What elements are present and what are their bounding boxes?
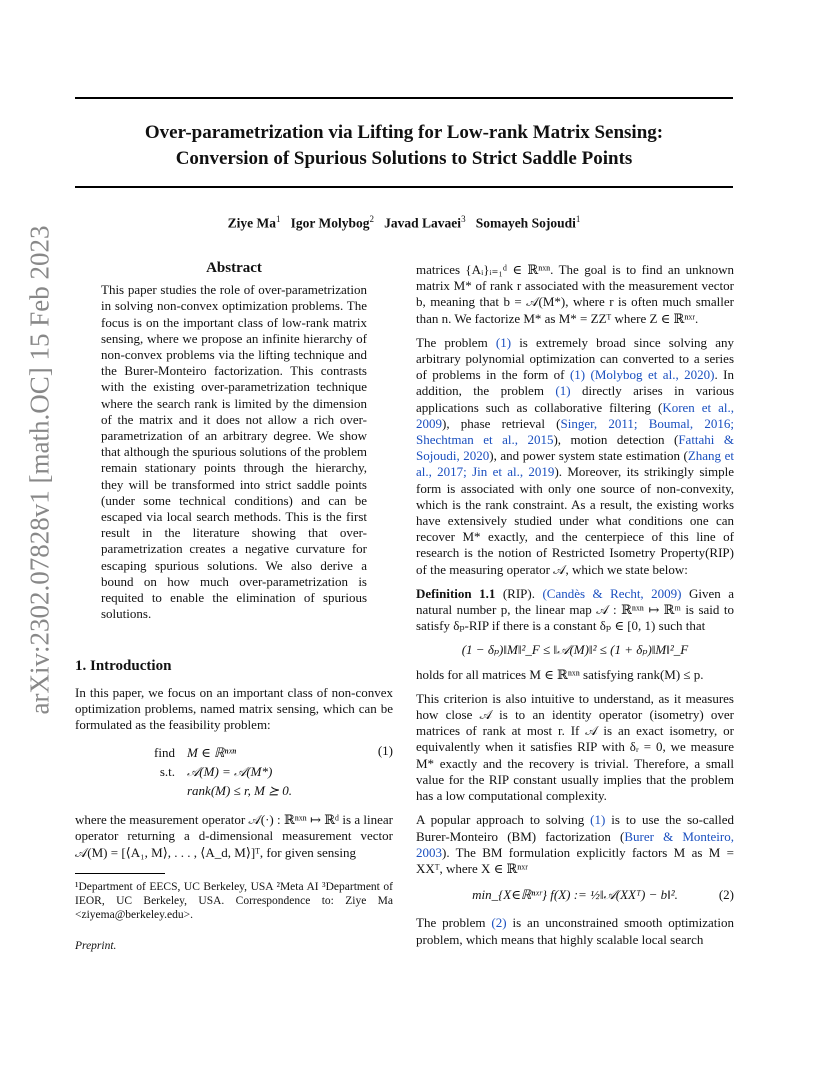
author-name: Igor Molybog — [290, 215, 370, 231]
arxiv-stamp-text: arXiv:2302.07828v1 [math.OC] 15 Feb 2023 — [24, 225, 55, 715]
author-name: Ziye Ma — [227, 215, 277, 231]
body-paragraph: matrices {Aᵢ}ᵢ₌₁ᵈ ∈ ℝⁿˣⁿ. The goal is to find an unknown matrix M* of rank r associated with the measurement vector b, meaning that b = 𝒜(M*), where r is often much smaller than n. We factorize M* as M* = ZZᵀ where Z ∈ ℝⁿˣʳ. — [416, 262, 734, 326]
definition-title: Definition 1.1 — [416, 585, 496, 601]
citation-link[interactable]: Fattahi & Sojoudi, 2020 — [416, 432, 735, 464]
paper-title — [75, 120, 733, 172]
eq-expr: 𝒜(M) = 𝒜(M*) — [187, 764, 273, 780]
equation-link[interactable]: (1) — [555, 383, 571, 399]
equation-link[interactable]: (2) — [491, 915, 507, 931]
eq-expr: min_{X∈ℝⁿˣʳ} f(X) := ½‖𝒜(XXᵀ) − b‖². — [472, 887, 678, 903]
right-column — [416, 262, 734, 956]
footnote-rule — [75, 873, 165, 874]
title-line-1: Over-parametrization via Lifting for Low-rank Matrix Sensing: — [144, 122, 664, 143]
equation-link[interactable]: (1) — [569, 367, 586, 383]
citation-link[interactable]: (Molybog et al., 2020) — [585, 367, 715, 383]
citation-link[interactable]: Singer, 2011; Boumal, 2016; Shechtman et al., 2015 — [416, 415, 735, 448]
author-name: Javad Lavaei — [384, 215, 462, 231]
equation-link[interactable]: (1) — [495, 334, 512, 350]
citation-link[interactable]: Zhang et al., 2017; Jin et al., 2019 — [416, 448, 734, 480]
abstract-text: This paper studies the role of over-parametrization in solving non-convex optimization problems. The focus is on the important class of low-rank matrix sensing, where we propose an infinite hierarchy of non-convex problems via the lifting technique and the Burer-Monteiro factorization. This contrasts with the existing over-parametrization technique where the search rank is limited by the dimension of the matrix and it does not allow a rich over-parametrization of an arbitrary degree. We show that although the spurious solutions of the problem remain stationary points through the hierarchy, they will be transformed into strict saddle points (under some technical conditions) and can be escaped via local search methods. This is the first result in the literature showing that over-parametrization creates a negative curvature for escaping spurious solutions. We also derive a bound on how much over-parametrization is requited to enable the elimination of spurious solutions. — [101, 282, 367, 622]
author-affiliation: 1 — [575, 214, 581, 224]
rip-equation: (1 − δₚ)‖M‖²_F ≤ ‖𝒜(M)‖² ≤ (1 + δₚ)‖M‖²_F — [461, 642, 689, 658]
author-list — [75, 214, 733, 232]
left-column — [75, 260, 393, 954]
citation-link[interactable]: (Candès & Recht, 2009) — [542, 585, 682, 601]
abstract-heading: Abstract — [206, 260, 262, 276]
equation-1 — [75, 743, 393, 800]
equation-number: (1) — [377, 743, 393, 759]
citation-link[interactable]: Burer & Monteiro, 2003 — [416, 828, 734, 860]
body-paragraph: The problem (1) is extremely broad since solving any arbitrary polynomial optimization can converted to a series of problems in the form of (1) (Molybog et al., 2020). In addition, the problem (1) directly arises in various applications such as collaborative filtering (Koren et al., 2009), phase retrieval (Singer, 2011; Boumal, 2016; Shechtman et al., 2015), motion detection (Fattahi & Sojoudi, 2020), and power system state estimation (Zhang et al., 2017; Jin et al., 2019). Moreover, its strikingly simple form is associated with only one source of non-convexity, which is the rank constraint. As a result, the existing works have extensively studied under what conditions one can recover M* exactly, and the centerpiece of this line of research is the notion of Restricted Isometry Property(RIP) of the measuring operator 𝒜, which we state below: — [416, 334, 735, 577]
author-affiliation: 2 — [369, 214, 375, 224]
eq-label: s.t. — [159, 764, 175, 780]
title-bottom-rule — [75, 186, 733, 188]
eq-expr: M ∈ ℝⁿˣⁿ — [187, 745, 237, 761]
author-affiliation: 3 — [461, 214, 466, 224]
body-paragraph: holds for all matrices M ∈ ℝⁿˣⁿ satisfying rank(M) ≤ p. — [416, 666, 704, 682]
citation-link[interactable]: Koren et al., 2009 — [416, 399, 734, 431]
footnote: ¹Department of EECS, UC Berkeley, USA ²Meta AI ³Department of IEOR, UC Berkeley, USA. Correspondence to: Ziye Ma <ziyema@berkeley.edu>. — [75, 880, 393, 921]
eq-label: find — [154, 745, 175, 761]
equation-2 — [416, 887, 734, 903]
title-line-2: Conversion of Spurious Solutions to Strict Saddle Points — [175, 148, 633, 169]
equation-link[interactable]: (1) — [590, 812, 606, 828]
body-paragraph: A popular approach to solving (1) is to use the so-called Burer-Monteiro (BM) factorization (Burer & Monteiro, 2003). The BM formulation explicitly factors M as M = XXᵀ, where X ∈ ℝⁿˣʳ — [416, 812, 735, 876]
definition-block: Definition 1.1 (RIP). (Candès & Recht, 2009) Given a natural number p, the linear map 𝒜 : ℝⁿˣⁿ ↦ ℝᵐ is said to satisfy δₚ-RIP if there is a constant δₚ ∈ [0, 1) such that — [416, 585, 734, 634]
author-name: Somayeh Sojoudi — [475, 215, 576, 231]
intro-paragraph: where the measurement operator 𝒜(·) : ℝⁿˣⁿ ↦ ℝᵈ is a linear operator returning a d-dimensional measurement vector 𝒜(M) = [⟨A₁, M⟩, . . . , ⟨A_d, M⟩]ᵀ, for given sensing — [75, 812, 393, 860]
body-paragraph: This criterion is also intuitive to understand, as it measures how close 𝒜 is to an identity operator (isometry) over matrices of rank at most r. If 𝒜 is an exact isometry, or equivalently when it satisfies RIP with δᵣ = 0, we measure M* exactly and the recovery is trivial. Therefore, a small value for the RIP constant usually implies that the problem has a low computational complexity. — [416, 690, 734, 804]
top-rule — [75, 97, 733, 99]
eq-expr: rank(M) ≤ r, M ⪰ 0. — [187, 783, 293, 799]
equation-number: (2) — [718, 887, 734, 903]
body-paragraph: The problem (2) is an unconstrained smooth optimization problem, which means that highly scalable local search — [416, 915, 734, 947]
intro-paragraph: In this paper, we focus on an important class of non-convex optimization problems, named matrix sensing, which can be formulated as the feasibility problem: — [75, 684, 393, 733]
preprint-note: Preprint. — [75, 939, 117, 952]
section-heading: 1. Introduction — [75, 658, 172, 675]
author-affiliation: 1 — [276, 214, 281, 224]
